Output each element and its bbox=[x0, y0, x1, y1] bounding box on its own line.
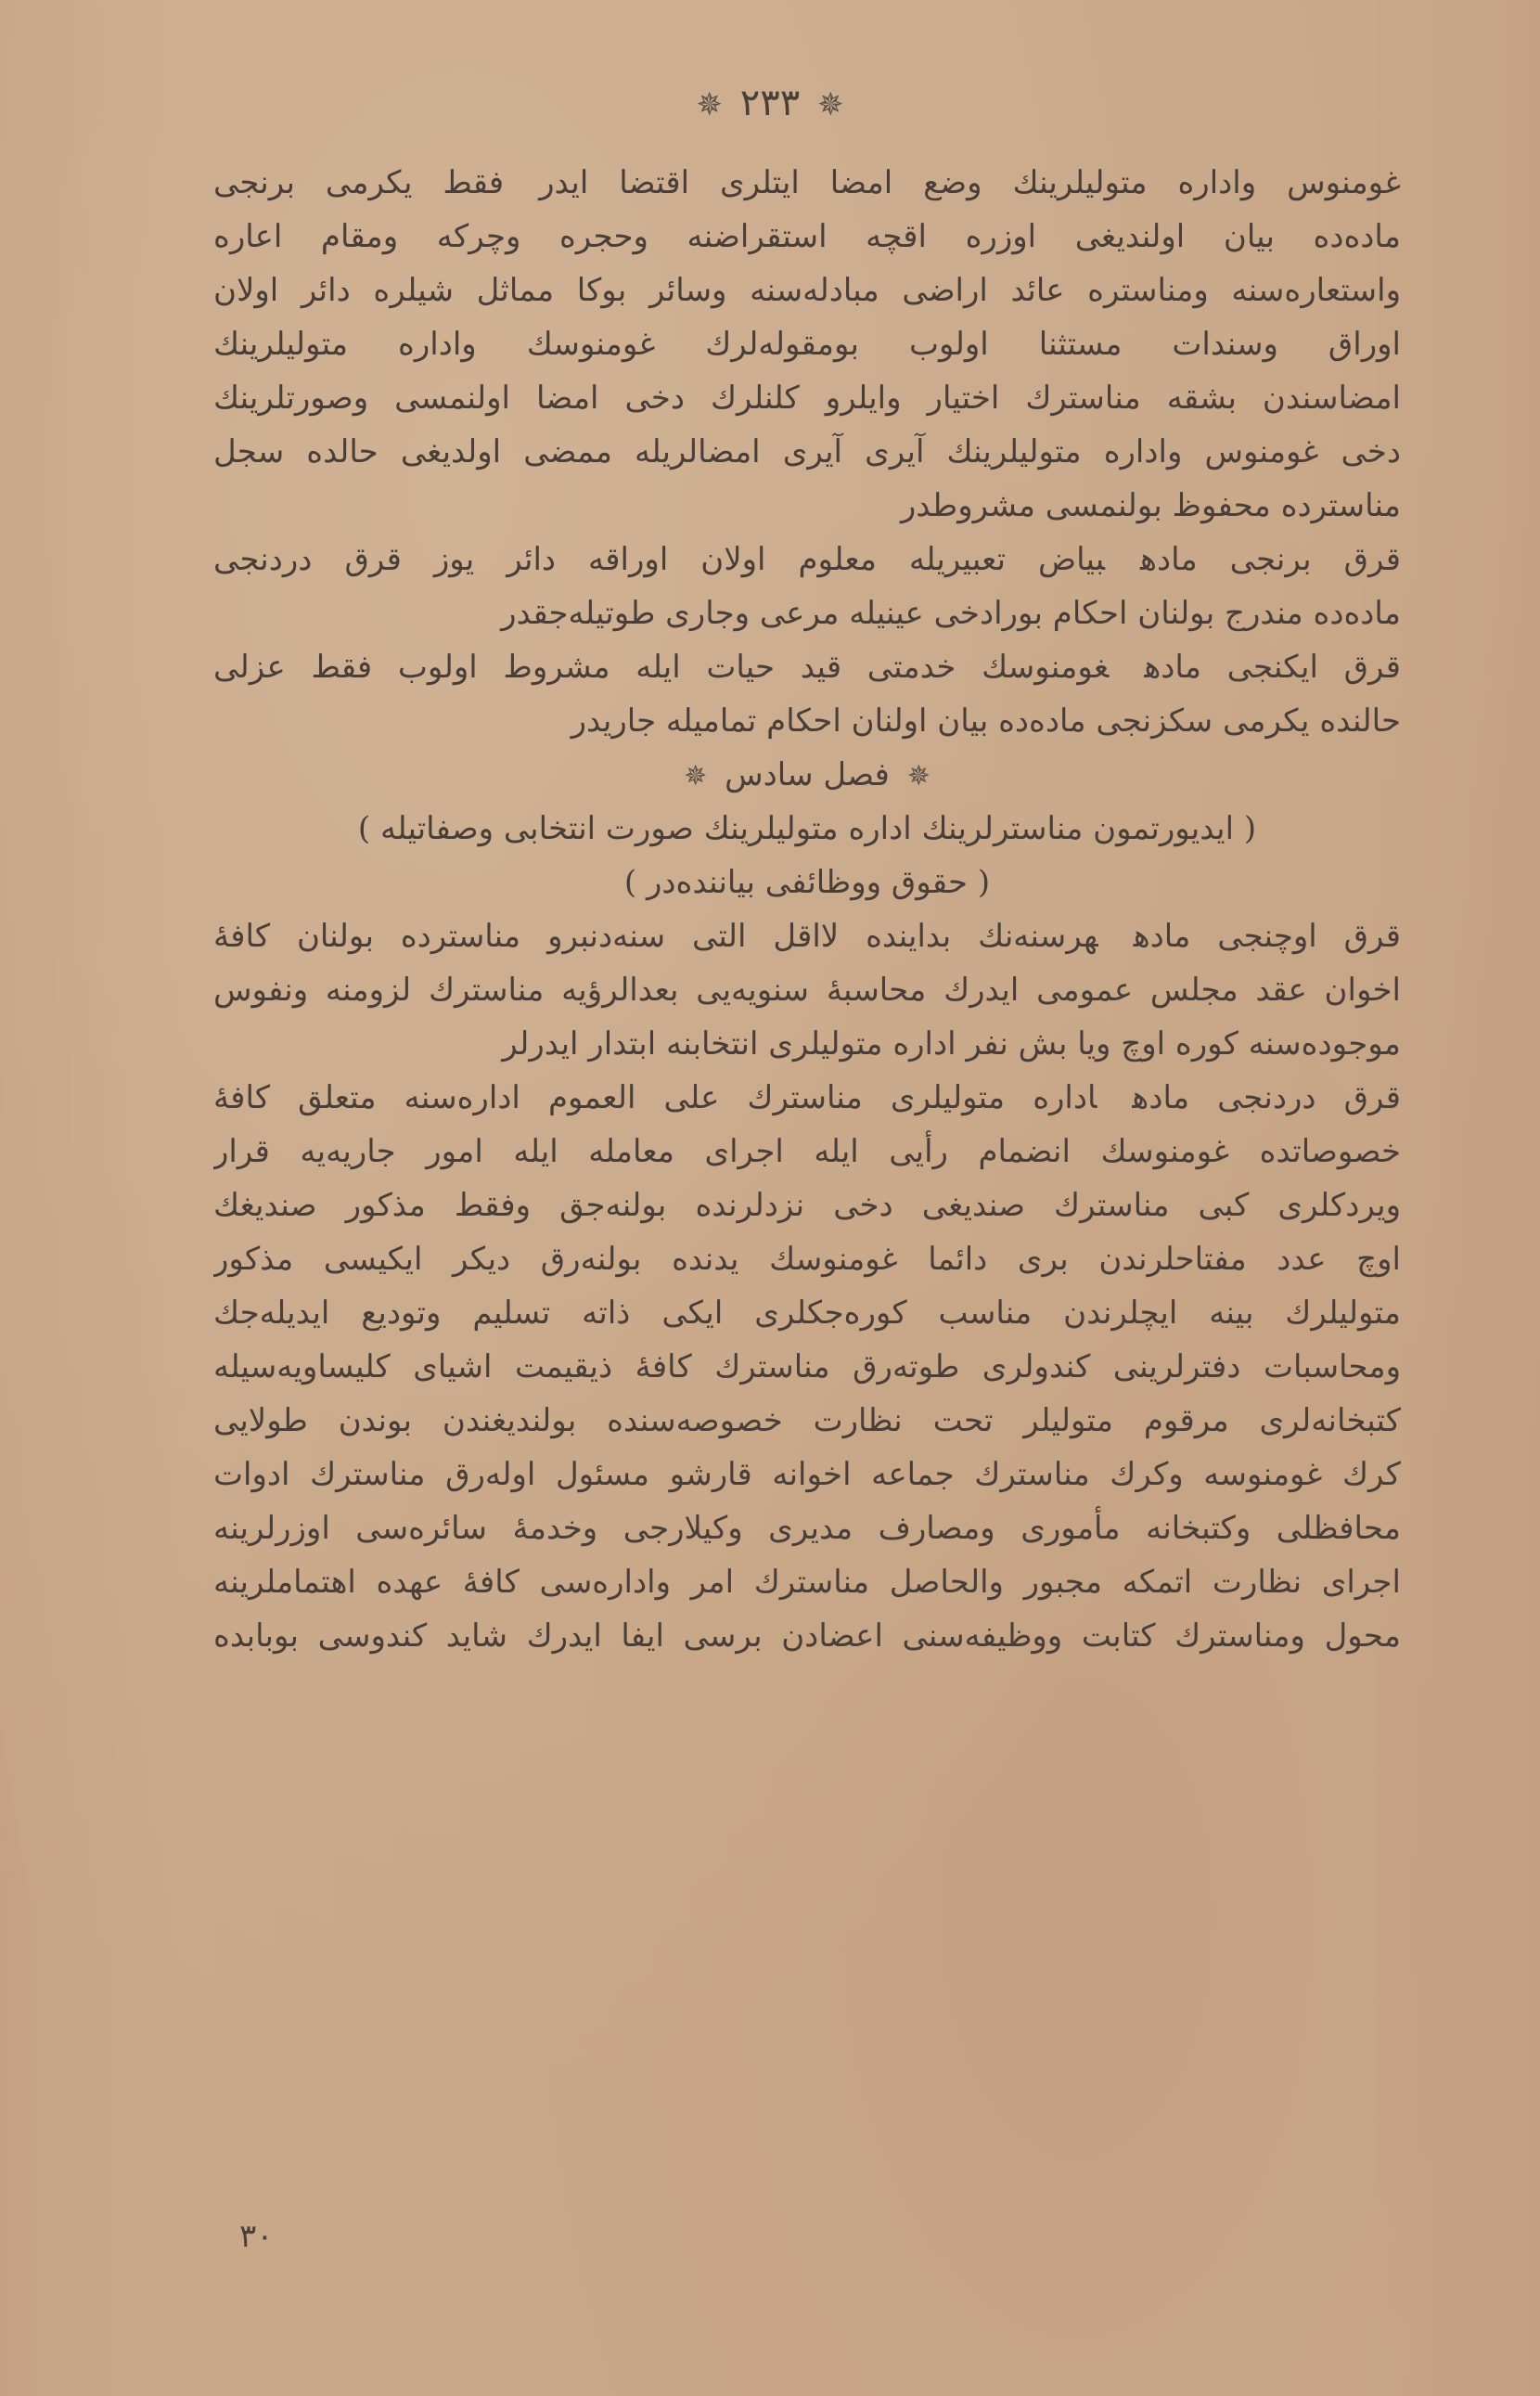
ornament-star-icon: ✵ bbox=[684, 760, 708, 792]
section-title: ✵ فصل سادس ✵ bbox=[684, 756, 930, 793]
text-line: ماده‌ده مندرج بولنان احكام بورادخى عينيله مرعى وجارى طوتيله‌جقدر bbox=[501, 595, 1401, 632]
article-line: قرق اوچنجى مادههرسنه‌نك بداينده لااقل التى سنه‌دنبرو مناسترده بولنان كافهٔ bbox=[213, 918, 1401, 955]
text-line: خصوصاتده غومنوسك انضمام رأيى ايله اجراى معامله ايله امور جاريه‌يه قرار bbox=[213, 1133, 1401, 1170]
signature-mark: ٣٠ bbox=[239, 2218, 274, 2255]
text-line: غومنوس واداره متوليلرينك وضع امضا ايتلرى اقتضا ايدرفقط يكرمى برنجى bbox=[213, 164, 1401, 201]
text-line: واستعاره‌سنه ومناستره عائد اراضى مبادله‌سنه وسائر بوكا مماثل شيلره دائر اولان bbox=[213, 272, 1401, 309]
text-body bbox=[213, 156, 1401, 1663]
text-line: كرك غومنوسه وكرك مناسترك جماعه اخوانه قارشو مسئول اوله‌رق مناسترك ادوات bbox=[213, 1456, 1401, 1493]
article-label: قرق برنجى ماده bbox=[1140, 541, 1401, 578]
text-line: اخوان عقد مجلس عمومى ايدرك محاسبهٔ سنويه‌يى بعدالرؤيه مناسترك لزومنه ونفوس bbox=[213, 972, 1401, 1009]
text-line: امضاسندن بشقه مناسترك اختيار وايلرو كلنلرك دخى امضا اولنمسى وصورتلرينك bbox=[213, 380, 1401, 417]
text-line: حالنده يكرمى سكزنجى ماده‌ده بيان اولنان احكام تماميله جاريدر bbox=[571, 702, 1401, 740]
article-line: قرق ايكنجى مادهغومنوسك خدمتى قيد حيات ايله مشروط اولوب فقط عزلى bbox=[213, 649, 1401, 686]
text-line: ومحاسبات دفترلرينى كندولرى طوته‌رق مناسترك كافهٔ ذيقيمت اشياى كليساويه‌سيله bbox=[213, 1348, 1401, 1385]
article-label: قرق دردنجى ماده bbox=[1132, 1079, 1401, 1116]
text-line: اوراق وسندات مستثنا اولوب بومقوله‌لرك غومنوسك واداره متوليلرينك bbox=[213, 326, 1401, 363]
text-line: موجوده‌سنه كوره اوچ ويا بش نفر اداره متوليلرى انتخابنه ابتدار ايدرلر bbox=[502, 1025, 1401, 1063]
article-label: قرق ايكنجى ماده bbox=[1144, 649, 1401, 686]
text-line: اجراى نظارت اتمكه مجبور والحاصل مناسترك امر واداره‌سى كافهٔ عهده اهتماملرينه bbox=[213, 1564, 1401, 1601]
article-line: قرق برنجى مادهبياض تعبيريله معلوم اولان اوراقه دائر يوز قرق دردنجى bbox=[213, 541, 1401, 578]
text-line: كتبخانه‌لرى مرقوم متوليلر تحت نظارت خصوصه‌سنده بولنديغندن بوندن طولايى bbox=[213, 1402, 1401, 1439]
text-line: اوچ عدد مفتاحلرندن برى دائما غومنوسك يدنده بولنه‌رق ديكر ايكيسى مذكور bbox=[213, 1241, 1401, 1278]
text-line: مناسترده محفوظ بولنمسى مشروطدر bbox=[900, 487, 1401, 524]
text-line: متوليلرك بينه ايچلرندن مناسب كوره‌جكلرى ايكى ذاته تسليم وتوديع ايديله‌جك bbox=[213, 1295, 1401, 1332]
text-line: ماده‌ده بيان اولندیغى اوزره اقچه استقراضنه وحجره وچركه ومقام اعاره bbox=[213, 218, 1401, 255]
section-subtitle: ( ايديورتمون مناسترلرينك اداره متوليلرينك صورت انتخابى وصفاتيله ) bbox=[357, 810, 1257, 847]
section-subtitle: ( حقوق ووظائفى بياننده‌در ) bbox=[623, 864, 991, 901]
page-number: ٢٣٣ bbox=[739, 82, 801, 124]
ornament-star-icon: ✵ bbox=[816, 86, 844, 123]
ornament-star-icon: ✵ bbox=[696, 86, 724, 123]
text-line: محول ومناسترك كتابت ووظيفه‌سنى اعضادن برسى ايفا ايدرك شايد كندوسى بوبابده bbox=[213, 1617, 1401, 1655]
text-line: دخى غومنوس واداره متوليلرينك آيرى آيرى امضالريله ممضى اولديغى حالده سجل bbox=[213, 433, 1401, 470]
article-label: قرق اوچنجى ماده bbox=[1133, 918, 1401, 955]
page-number-header bbox=[0, 82, 1540, 124]
ornament-star-icon: ✵ bbox=[906, 760, 930, 792]
text-line: محافظلى وكتبخانه مأمورى ومصارف مديرى وكيلارجى وخدمهٔ سائره‌سى اوزرلرينه bbox=[213, 1510, 1401, 1547]
text-line: ويردكلرى كبى مناسترك صندیغى دخى نزدلرنده بولنه‌جق وفقط مذكور صندیغك bbox=[213, 1187, 1401, 1224]
article-line: قرق دردنجى مادهاداره متوليلرى مناسترك على العموم اداره‌سنه متعلق كافهٔ bbox=[213, 1079, 1401, 1116]
